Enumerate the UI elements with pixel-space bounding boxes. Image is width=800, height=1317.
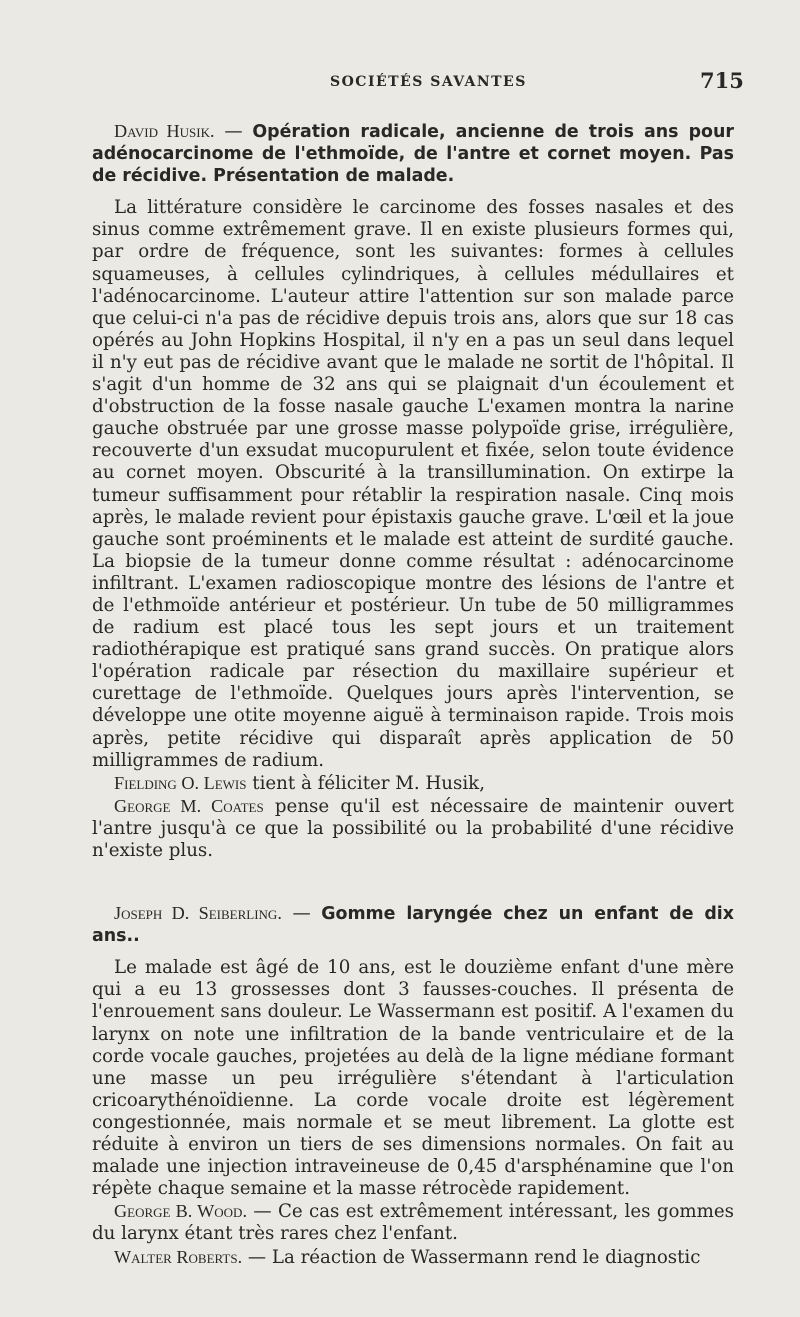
page-number: 715: [700, 68, 744, 93]
article-heading-husik: [92, 120, 734, 187]
article-title: Opération radicale, ancienne de trois ans pour adénocarcinome de l'ethmoïde, de l'antre et cornet moyen. Pas de récidive. Présentation de malade.: [92, 122, 734, 187]
paragraph: La littérature considère le carcinome des fosses nasales et des sinus comme extrêmement grave. Il en existe plusieurs formes qui, par ordre de fréquence, sont les suivantes: formes à cellules squameuses, à cellules cylindriques, à cellules médullaires et l'adénocarcinome. L'auteur attire l'attention sur son malade parce que celui-ci n'a pas de récidive depuis trois ans, alors que sur 18 cas opérés au John Hopkins Hospital, il n'y en a pas un seul dans lequel il n'y eut pas de récidive avant que le malade ne sortit de l'hôpital. Il s'agit d'un homme de 32 ans qui se plaignait d'un écoulement et d'obstruction de la fosse nasale gauche L'examen montra la narine gauche obstruée par une grosse masse polypoïde grise, irrégulière, recouverte d'un exsudat mucopurulent et fixée, selon toute évidence au cornet moyen. Obscurité à la transillumination. On extirpe la tumeur suffisamment pour rétablir la respiration nasale. Cinq mois après, le malade revient pour épistaxis gauche grave. L'œil et la joue gauche sont proéminents et le malade est atteint de surdité gauche. La biopsie de la tumeur donne comme résultat : adénocarcinome infiltrant. L'examen radioscopique montre des lésions de l'antre et de l'ethmoïde antérieur et postérieur. Un tube de 50 milligrammes de radium est placé tous les sept jours et un traitement radiothérapique est pratiqué sans grand succès. On pratique alors l'opération radicale par résection du maxillaire supérieur et curettage de l'ethmoïde. Quelques jours après l'intervention, se développe une otite moyenne aiguë à terminaison rapide. Trois mois après, petite récidive qui disparaît après application de 50 milligrammes de radium.: [92, 197, 734, 771]
discussion-paragraph: [92, 1246, 734, 1269]
discussion-text: — La réaction de Wassermann rend le diagnostic: [242, 1246, 701, 1268]
article-author: Joseph D. Seiberling.: [114, 903, 282, 924]
discussion-paragraph: [92, 1200, 734, 1245]
discussion-text: — Ce cas est extrêmement intéressant, les gommes du larynx étant très rares chez l'enfant.: [92, 1201, 734, 1245]
discussant-name: George M. Coates: [114, 795, 264, 816]
discussion-paragraph: [92, 772, 734, 795]
discussant-name: Fielding O. Lewis: [114, 772, 247, 793]
page-body: [92, 120, 734, 1269]
discussion-text: pense qu'il est nécessaire de maintenir ouvert l'antre jusqu'à ce que la possibilité ou la probabilité d'une récidive n'existe plus.: [92, 795, 734, 861]
heading-dash: —: [214, 121, 253, 142]
article-author: David Husik.: [114, 121, 215, 141]
page-header: [0, 66, 800, 96]
article-heading-seiberling: [92, 902, 734, 947]
discussant-name: Walter Roberts.: [114, 1246, 243, 1267]
article-title: Gomme laryngée chez un enfant de dix ans..: [92, 904, 734, 947]
discussion-paragraph: [92, 795, 734, 862]
heading-dash: —: [281, 903, 322, 925]
discussion-text: tient à féliciter M. Husik,: [246, 772, 485, 794]
discussant-name: George B. Wood.: [114, 1201, 247, 1222]
section-spacer: [92, 862, 734, 902]
running-head: SOCIÉTÉS SAVANTES: [330, 74, 527, 90]
paragraph: Le malade est âgé de 10 ans, est le douzième enfant d'une mère qui a eu 13 grossesses dont 3 fausses-couches. Il présenta de l'enrouement sans douleur. Le Wassermann est positif. A l'examen du larynx on note une infiltration de la bande ventriculaire et de la corde vocale gauches, projetées au delà de la ligne médiane formant une masse un peu irrégulière s'étendant à l'articulation cricoarythénoïdienne. La corde vocale droite est légèrement congestionnée, mais normale et se meut librement. La glotte est réduite à environ un tiers de ses dimensions normales. On fait au malade une injection intraveineuse de 0,45 d'arsphénamine que l'on répète chaque semaine et la masse rétrocède rapidement.: [92, 957, 734, 1200]
